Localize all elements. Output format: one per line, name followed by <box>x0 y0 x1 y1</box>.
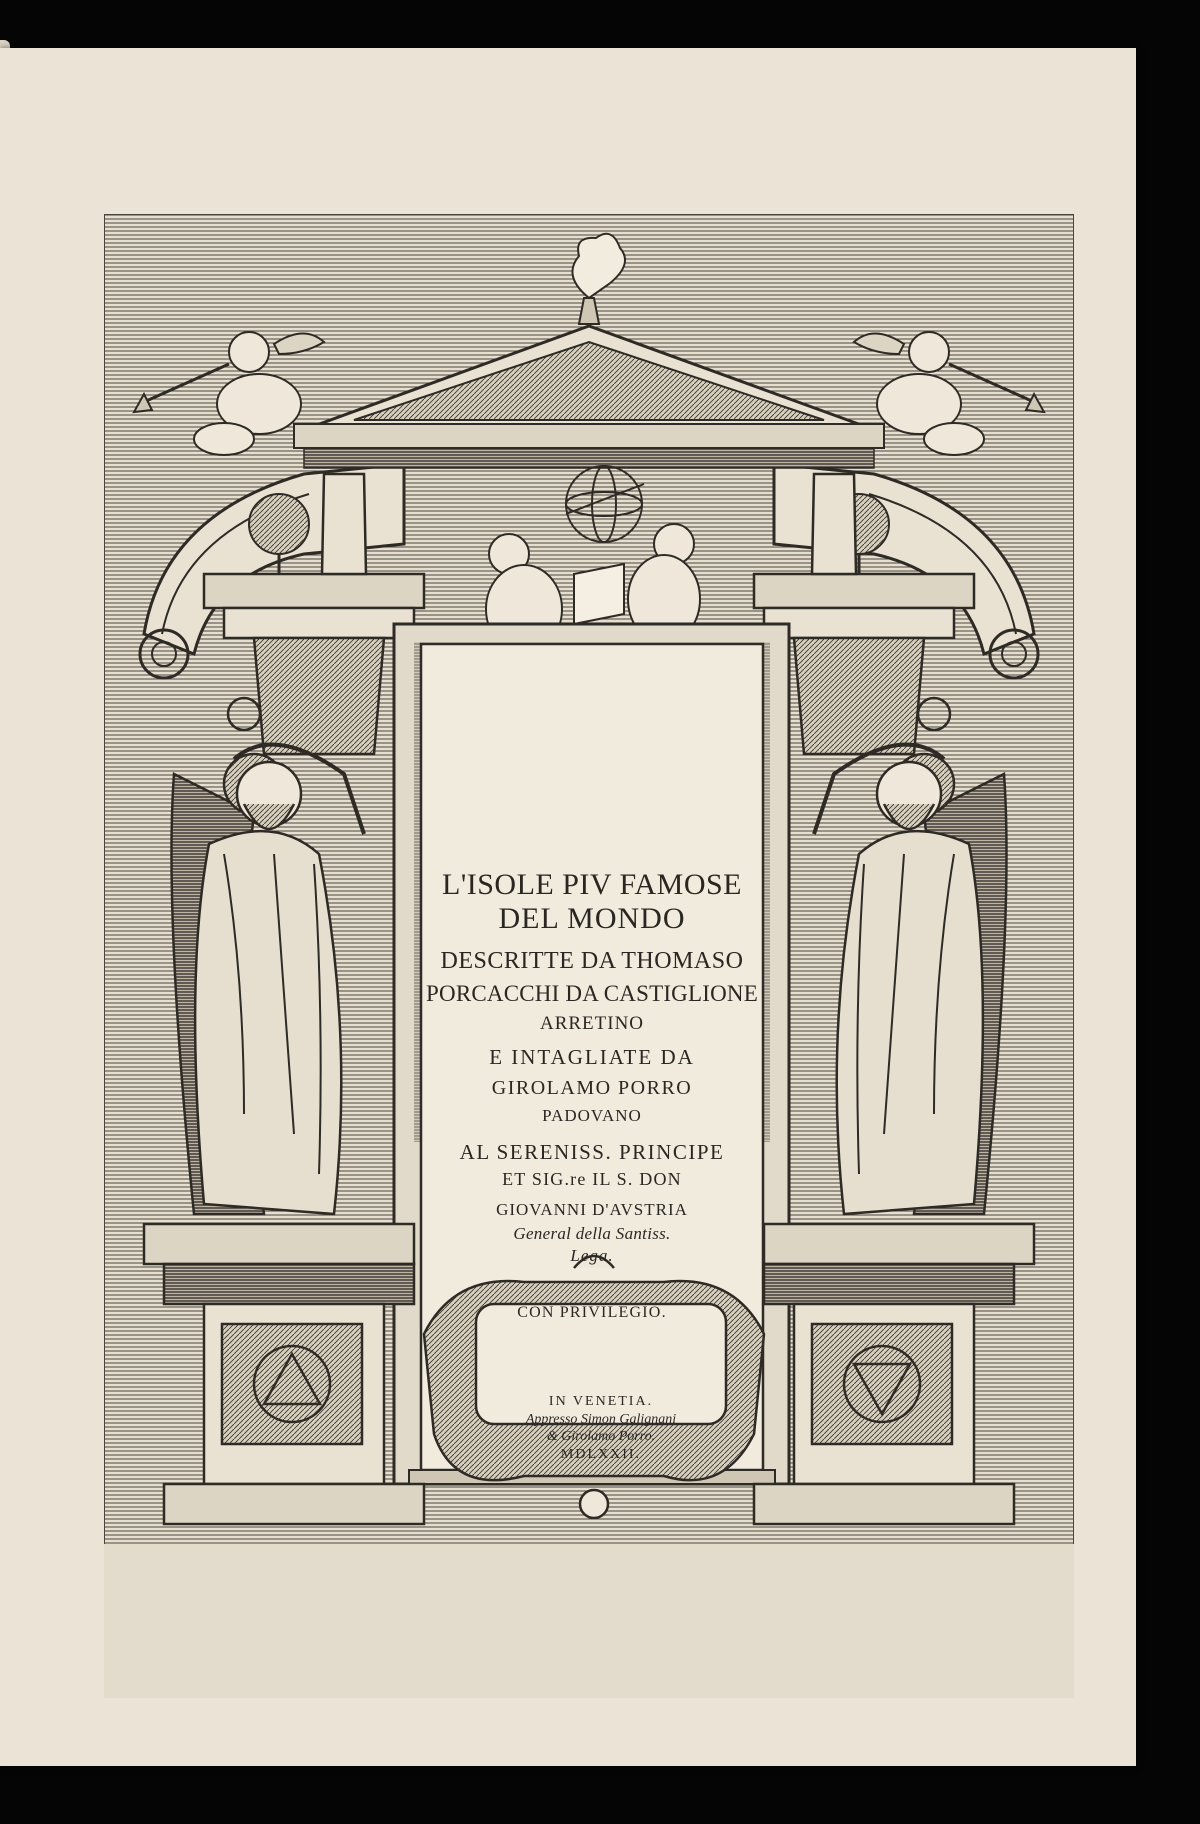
book-page <box>0 48 1136 1766</box>
author-line-2: PORCACCHI DA CASTIGLIONE <box>426 981 758 1006</box>
imprint-year: MDLXXII. <box>560 1447 642 1462</box>
imprint-text <box>484 1382 718 1478</box>
engraved-frontispiece <box>104 214 1074 1698</box>
ground <box>104 1544 1074 1698</box>
title-line-2: DEL MONDO <box>498 902 686 935</box>
author-line-1: DESCRITTE DA THOMASO <box>440 948 744 974</box>
imprint-engraver: & Girolamo Porro. <box>546 1429 656 1444</box>
dedication-line-5: Lega. <box>570 1246 614 1265</box>
title-text <box>421 754 763 1470</box>
dedication-line-2: ET SIG.re IL S. DON <box>502 1169 682 1189</box>
imprint-place: IN VENETIA. <box>548 1394 654 1409</box>
engraver-line-1: E INTAGLIATE DA <box>489 1045 695 1069</box>
author-line-3: ARRETINO <box>539 1013 645 1034</box>
imprint-printer: Appresso Simon Galignani <box>525 1412 677 1427</box>
dedication-line-4: General della Santiss. <box>513 1224 671 1243</box>
engraver-line-2: GIROLAMO PORRO <box>491 1077 693 1099</box>
privilege-line: CON PRIVILEGIO. <box>517 1304 667 1321</box>
engraver-line-3: PADOVANO <box>542 1106 642 1125</box>
title-line-1: L'ISOLE PIV FAMOSE <box>442 868 742 901</box>
dedication-line-3: GIOVANNI D'AVSTRIA <box>496 1200 688 1219</box>
dedication-line-1: AL SERENISS. PRINCIPE <box>459 1140 725 1164</box>
